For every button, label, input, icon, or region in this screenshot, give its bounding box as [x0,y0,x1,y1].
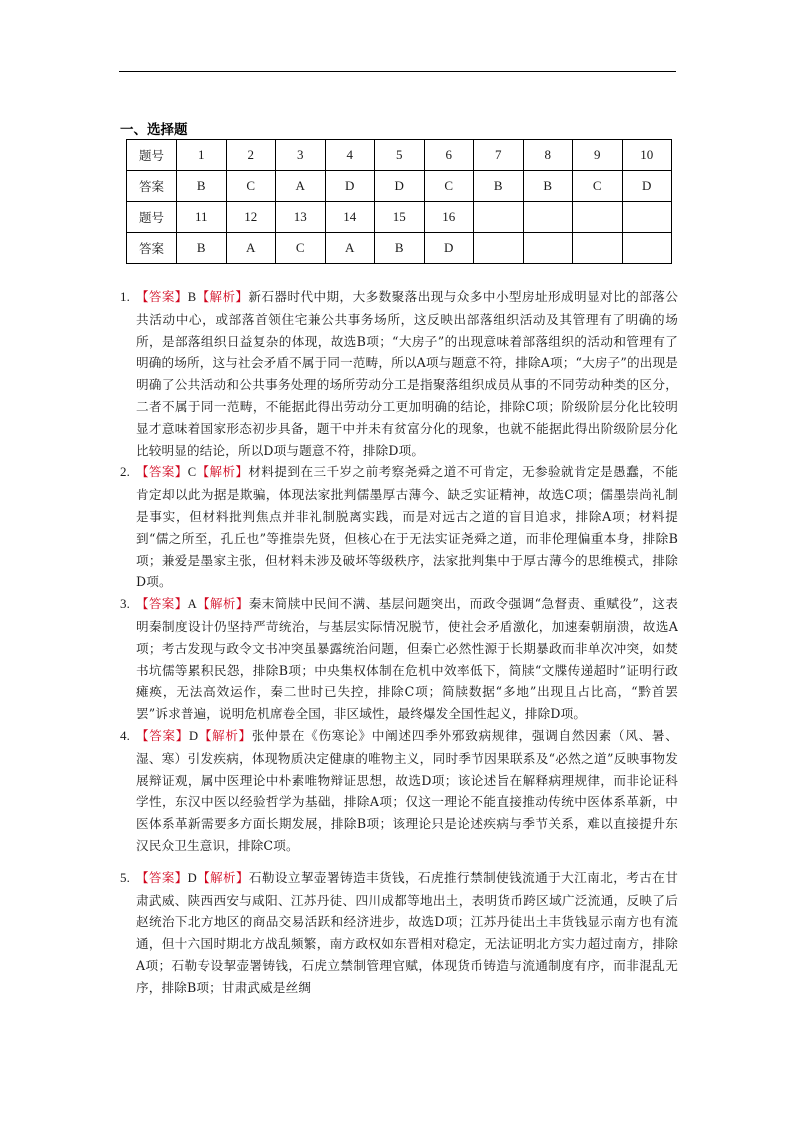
table-cell: 4 [325,140,375,171]
table-row [127,233,672,264]
answer-tag: 【答案】 [136,727,189,743]
explanation-item [120,725,678,857]
item-number: 5. [120,869,131,885]
table-cell: 16 [424,202,474,233]
analysis-tag: 【解析】 [198,727,252,743]
table-cell: 11 [177,202,227,233]
table-cell: B [177,171,227,202]
table-cell: 15 [375,202,425,233]
table-cell: 14 [325,202,375,233]
table-row [127,140,672,171]
table-cell: C [226,171,276,202]
answer-tag: 【答案】 [136,289,188,304]
table-cell: 2 [226,140,276,171]
table-cell: A [226,233,276,264]
table-row [127,171,672,202]
analysis-tag: 【解析】 [196,289,249,304]
analysis-tag: 【解析】 [196,596,249,612]
row-label: 答案 [127,171,177,202]
table-cell: D [375,171,425,202]
analysis-text: 石勒设立挈壶署铸造丰货钱，石虎推行禁制使钱流通于大江南北，考古在甘肃武威、陕西西安与咸阳、江苏丹徒、四川成都等地出土，表明货币跨区域广泛流通，反映了后赵统治下北方地区的商品交易活跃和经济进步，故选D项；江苏丹徒出土丰货钱显示南方也有流通，但十六国时期北方战乱频繁，南方政权如东晋相对稳定，无法证明北方实力超过南方，排除A项；石勒专设挈壶署铸钱，石虎立禁制管理官赋，体现货币铸造与流通制度有序，而非混乱无序，排除B项；甘肃武威是丝绸 [136,869,678,995]
answer-letter: B [187,290,197,304]
table-cell: D [622,171,672,202]
answer-tag: 【答案】 [136,464,188,480]
answer-tag: 【答案】 [136,596,188,612]
analysis-text: 秦末简牍中民间不满、基层问题突出，而政令强调“急督责、重赋役”，这表明秦制度设计仍坚持严苛统治，与基层实际情况脱节，使社会矛盾激化，加速秦朝崩溃，故选A项；考古发现与政令文书冲突虽暴露统治问题，但秦亡必然性源于长期暴政而非单次冲突，如焚书坑儒等累积民怨，排除B项；中央集权体制在危机中效率低下，简牍“文牒传递超时”证明行政瘫痪，无法高效运作，秦二世时已失控，排除C项；简牍数据“多地”出现且占比高，“黔首罢罢”诉求普遍，说明危机席卷全国，非区域性，最终爆发全国性起义，排除D项。 [136,596,678,722]
table-cell: C [424,171,474,202]
table-cell: 12 [226,202,276,233]
header-rule [119,71,676,72]
table-cell [523,233,573,264]
item-spacer [120,857,678,867]
answer-letter: C [187,465,197,480]
answer-letter: A [187,597,197,612]
analysis-text: 张仲景在《伤寒论》中阐述四季外邪致病规律，强调自然因素（风、暑、湿、寒）引发疾病，体现物质决定健康的唯物主义，同时季节因果联系及“必然之道”反映事物发展辩证观，属中医理论中朴素唯物辩证思想，故选D项；该论述旨在解释病理规律，而非论证科学性，东汉中医以经验哲学为基础，排除A项；仅这一理论不能直接推动传统中医体系革新，中医体系革新需要多方面长期发展，排除B项；该理论只是论述疾病与季节关系，难以直接提升东汉民众卫生意识，排除C项。 [136,727,678,853]
table-cell: 13 [276,202,326,233]
table-cell [573,233,623,264]
analysis-text: 新石器时代中期，大多数聚落出现与众多中小型房址形成明显对比的部落公共活动中心，或部落首领住宅兼公共事务场所，这反映出部落组织活动及其管理有了明确的场所，是部落组织日益复杂的体现，故选B项；“大房子”的出现意味着部落组织的活动和管理有了明确的场所，这与社会矛盾不属于同一范畴，所以A项与题意不符，排除A项；“大房子”的出现是明确了公共活动和公共事务处理的场所劳动分工是指聚落组织成员从事的不同劳动种类的区分，二者不属于同一范畴，不能据此得出劳动分工更加明确的结论，排除C项；阶级阶层分化比较明显才意味着国家形态初步具备，题干中并未有贫富分化的现象，也就不能据此得出阶级阶层分化比较明显的结论，所以D项与题意不符，排除D项。 [136,289,678,458]
table-cell [474,202,524,233]
analysis-tag: 【解析】 [196,869,249,885]
table-cell: D [424,233,474,264]
item-number: 3. [120,596,131,612]
analysis-text: 材料提到在三千岁之前考察尧舜之道不可肯定，无参验就肯定是愚蠢，不能肯定却以此为据是欺骗，体现法家批判儒墨厚古薄今、缺乏实证精神，故选C项；儒墨崇尚礼制是事实，但材料批判焦点并非礼制脱离实践，而是对远古之道的盲目追求，排除A项；材料提到“儒之所至，孔丘也”等推崇先贤，但核心在于无法实证尧舜之道，而非伦理偏重本身，排除B项；兼爱是墨家主张，但材料未涉及破坏等级秩序，法家批判集中于厚古薄今的思维模式，排除D项。 [136,464,678,590]
explanation-item [120,286,678,461]
table-cell [622,202,672,233]
table-cell: C [276,233,326,264]
table-cell: B [474,171,524,202]
table-cell: B [523,171,573,202]
section-title: 一、选择题 [120,122,188,138]
item-number: 1. [120,289,131,304]
table-cell: B [177,233,227,264]
explanation-item [120,593,678,725]
table-cell: 1 [177,140,227,171]
table-cell: 8 [523,140,573,171]
answer-letter: D [187,870,197,885]
table-cell [622,233,672,264]
table-cell [523,202,573,233]
row-label: 答案 [127,233,177,264]
table-cell: B [375,233,425,264]
table-cell: A [276,171,326,202]
answer-tag: 【答案】 [136,869,188,885]
row-label: 题号 [127,202,177,233]
answer-table [126,139,672,264]
row-label: 题号 [127,140,177,171]
table-cell: A [325,233,375,264]
table-cell: 6 [424,140,474,171]
table-cell: D [325,171,375,202]
answer-letter: D [188,728,199,743]
table-cell [573,202,623,233]
table-cell: 10 [622,140,672,171]
table-cell [474,233,524,264]
analysis-tag: 【解析】 [196,464,249,480]
table-cell: 7 [474,140,524,171]
table-cell: C [573,171,623,202]
item-number: 4. [120,727,131,743]
table-cell: 9 [573,140,623,171]
explanation-list [120,286,678,999]
explanation-item [120,867,678,999]
table-cell: 5 [375,140,425,171]
item-number: 2. [120,464,131,480]
table-row [127,202,672,233]
table-cell: 3 [276,140,326,171]
explanation-item [120,461,678,593]
